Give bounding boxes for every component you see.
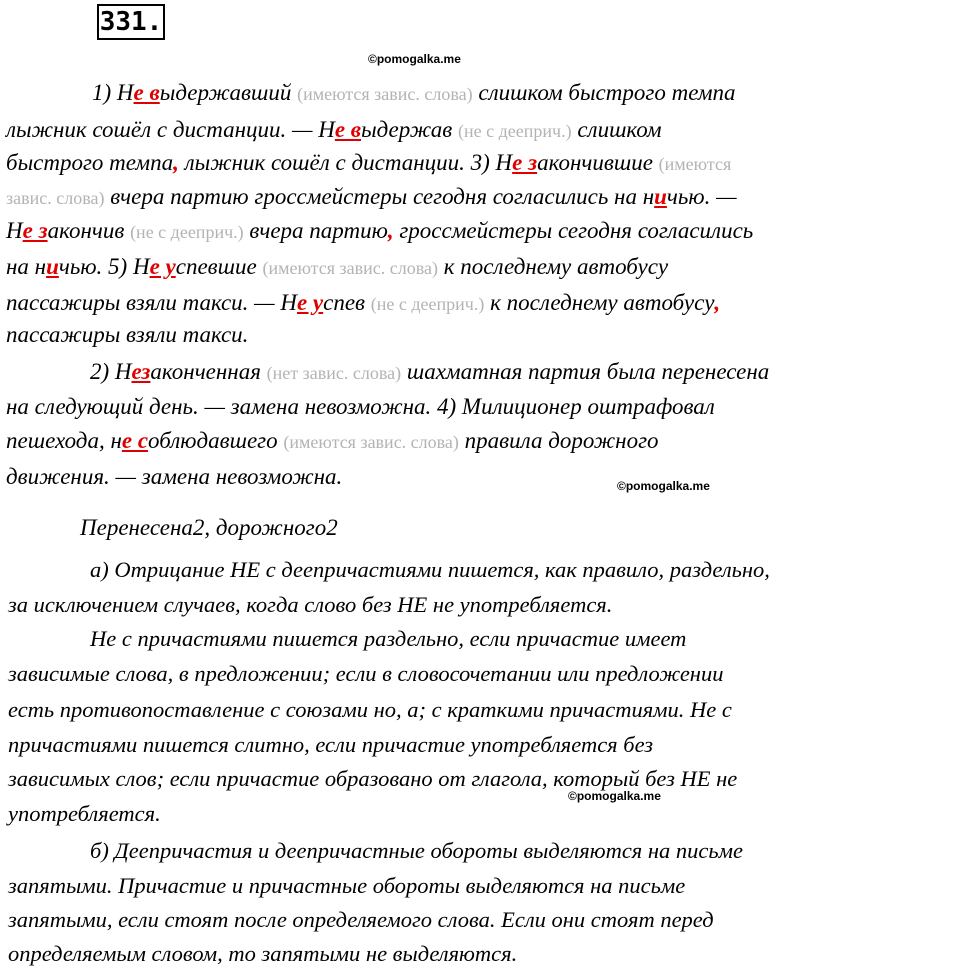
exercise-number: 331. xyxy=(97,4,165,40)
rule-a-line-1: а) Отрицание НЕ с деепричастиями пишется, как правило, раздельно, xyxy=(90,557,770,582)
part1-line-6: на ничью. 5) Не успевшие (имеются завис. слова) к последнему автобусу xyxy=(6,254,669,279)
answer-line: Перенесена2, дорожного2 xyxy=(80,515,338,540)
rule-a-line-2: за исключением случаев, когда слово без НЕ не употребляется. xyxy=(8,592,613,617)
rule-a-line-7: зависимых слов; если причастие образовано от глагола, который без НЕ не xyxy=(8,766,738,791)
watermark-middle: ©pomogalka.me xyxy=(617,479,710,493)
part1-line-1: 1) Не выдержавший (имеются завис. слова) слишком быстрого темпа xyxy=(92,80,736,105)
part2-line-2: на следующий день. — замена невозможна. 4) Милиционер оштрафовал xyxy=(6,394,715,419)
rule-a-line-3: Не с причастиями пишется раздельно, если причастие имеет xyxy=(90,626,687,651)
part1-line-3: быстрого темпа, лыжник сошёл с дистанции. 3) Не закончившие (имеются xyxy=(6,150,732,175)
part1-line-4: завис. слова) вчера партию гроссмейстеры сегодня согласились на ничью. — xyxy=(6,184,737,209)
part1-line-8: пассажиры взяли такси. xyxy=(6,322,249,347)
part2-line-1: 2) Незаконченная (нет завис. слова) шахматная партия была перенесена xyxy=(90,359,770,384)
rule-a-line-4: зависимые слова, в предложении; если в словосочетании или предложении xyxy=(8,661,724,686)
rule-a-line-8: употребляется. xyxy=(8,801,161,826)
part1-line-2: лыжник сошёл с дистанции. — Не выдержав (не с дееприч.) слишком xyxy=(6,117,662,142)
rule-b-line-1: б) Деепричастия и деепричастные обороты выделяются на письме xyxy=(90,838,743,863)
rule-b-line-2: запятыми. Причастие и причастные обороты выделяются на письме xyxy=(8,873,686,898)
rule-a-line-5: есть противопоставление с союзами но, а; с краткими причастиями. Не с xyxy=(8,697,732,722)
watermark-top: ©pomogalka.me xyxy=(368,52,461,66)
part2-line-3: пешехода, не соблюдавшего (имеются завис. слова) правила дорожного xyxy=(6,428,659,453)
part2-line-4: движения. — замена невозможна. xyxy=(6,464,343,489)
watermark-bottom: ©pomogalka.me xyxy=(568,789,661,803)
part1-line-7: пассажиры взяли такси. — Не успев (не с дееприч.) к последнему автобусу, xyxy=(6,290,721,315)
rule-b-line-4: определяемым словом, то запятыми не выделяются. xyxy=(8,941,518,966)
rule-a-line-6: причастиями пишется слитно, если причастие употребляется без xyxy=(8,732,654,757)
part1-line-5: Не закончив (не с дееприч.) вчера партию, гроссмейстеры сегодня согласились xyxy=(6,218,754,243)
rule-b-line-3: запятыми, если стоят после определяемого слова. Если они стоят перед xyxy=(8,907,714,932)
